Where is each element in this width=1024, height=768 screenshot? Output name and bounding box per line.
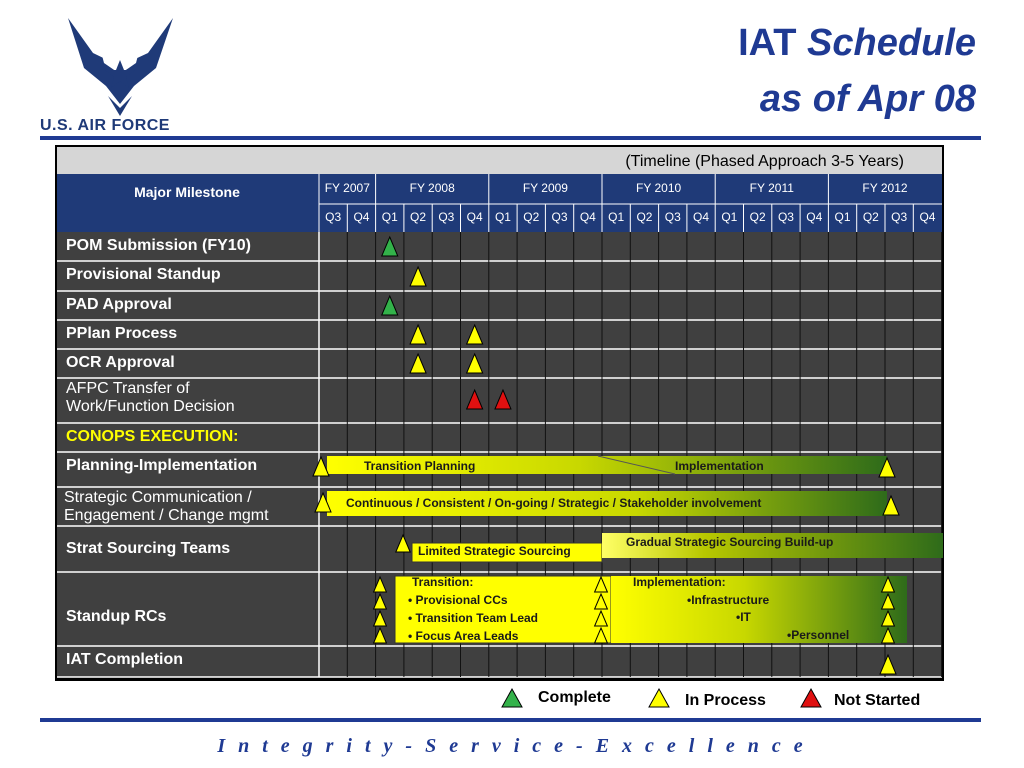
row-label-7: Planning-Implementation [66,457,258,474]
row-label-2: PAD Approval [66,296,172,313]
quarter-label: Q4 [693,210,710,224]
legend-not-started-icon [801,689,821,707]
quarter-label: Q2 [749,210,766,224]
bottom-divider [40,718,981,722]
transition-item-2: • Focus Area Leads [408,629,519,643]
row-label-5: AFPC Transfer of Work/Function Decision [66,380,235,415]
row-label-9: Strat Sourcing Teams [66,540,231,557]
quarter-label: Q4 [806,210,823,224]
motto: I n t e g r i t y - S e r v i c e - E x c e l l e n c e [217,735,807,757]
page-subtitle: as of Apr 08 [759,78,976,120]
quarter-label: Q2 [636,210,653,224]
quarter-label: Q2 [410,210,427,224]
strategic-comm-label: Continuous / Consistent / On-going / Strategic / Stakeholder involvement [346,496,762,510]
row-label-3: PPlan Process [66,325,178,342]
transition-item-1: • Transition Team Lead [408,611,539,625]
implementation-title: Implementation: [633,575,726,589]
fy-label-fy-2011: FY 2011 [749,181,794,195]
logo-text: U.S. AIR FORCE [40,117,170,134]
row-label-0: POM Submission (FY10) [66,237,251,254]
legend-not-started-label: Not Started [834,692,921,709]
fy-label-fy-2009: FY 2009 [522,181,568,195]
quarter-label: Q4 [579,210,596,224]
quarter-label: Q2 [862,210,879,224]
fy-label-fy-2010: FY 2010 [636,181,682,195]
implementation-item-1: •IT [736,610,751,624]
quarter-label: Q4 [353,210,370,224]
legend-in-process-label: In Process [685,692,766,709]
quarter-label: Q4 [466,210,483,224]
fy-label-fy-2012: FY 2012 [862,181,908,195]
limited-sourcing-label: Limited Strategic Sourcing [418,544,571,558]
quarter-label: Q3 [551,210,568,224]
legend-in-process-icon [649,689,669,707]
quarter-label: Q1 [608,210,625,224]
fy-label-fy-2007: FY 2007 [324,181,370,195]
quarter-label: Q1 [494,210,511,224]
quarter-label: Q3 [325,210,342,224]
gradual-sourcing-label: Gradual Strategic Sourcing Build-up [626,535,834,549]
transition-title: Transition: [412,575,474,589]
legend-complete-label: Complete [538,689,611,706]
quarter-label: Q2 [523,210,540,224]
legend [500,686,960,714]
timeline-caption: (Timeline (Phased Approach 3-5 Years) [625,153,904,170]
transition-item-0: • Provisional CCs [408,593,508,607]
schedule-table [55,145,944,681]
quarter-label: Q3 [891,210,908,224]
fy-label-fy-2008: FY 2008 [409,181,455,195]
row-label-4: OCR Approval [66,354,175,371]
top-divider [40,136,981,140]
row-label-8: Strategic Communication / Engagement / Change mgmt [64,489,269,524]
row-label-6: CONOPS EXECUTION: [66,428,239,445]
quarter-label: Q3 [438,210,455,224]
quarter-label: Q3 [777,210,794,224]
implementation-label: Implementation [675,459,764,473]
legend-complete-icon [502,689,522,707]
quarter-label: Q4 [919,210,936,224]
page-title: IAT Schedule [738,22,976,64]
quarter-label: Q1 [721,210,738,224]
quarter-label: Q1 [834,210,851,224]
row-label-11: IAT Completion [66,651,184,668]
implementation-item-0: •Infrastructure [687,593,770,607]
row-label-10: Standup RCs [66,608,167,625]
quarter-label: Q1 [381,210,398,224]
row-label-1: Provisional Standup [66,266,221,283]
implementation-item-2: •Personnel [787,628,850,642]
transition-planning-label: Transition Planning [364,459,476,473]
major-milestone-header: Major Milestone [134,184,240,200]
quarter-label: Q3 [664,210,681,224]
